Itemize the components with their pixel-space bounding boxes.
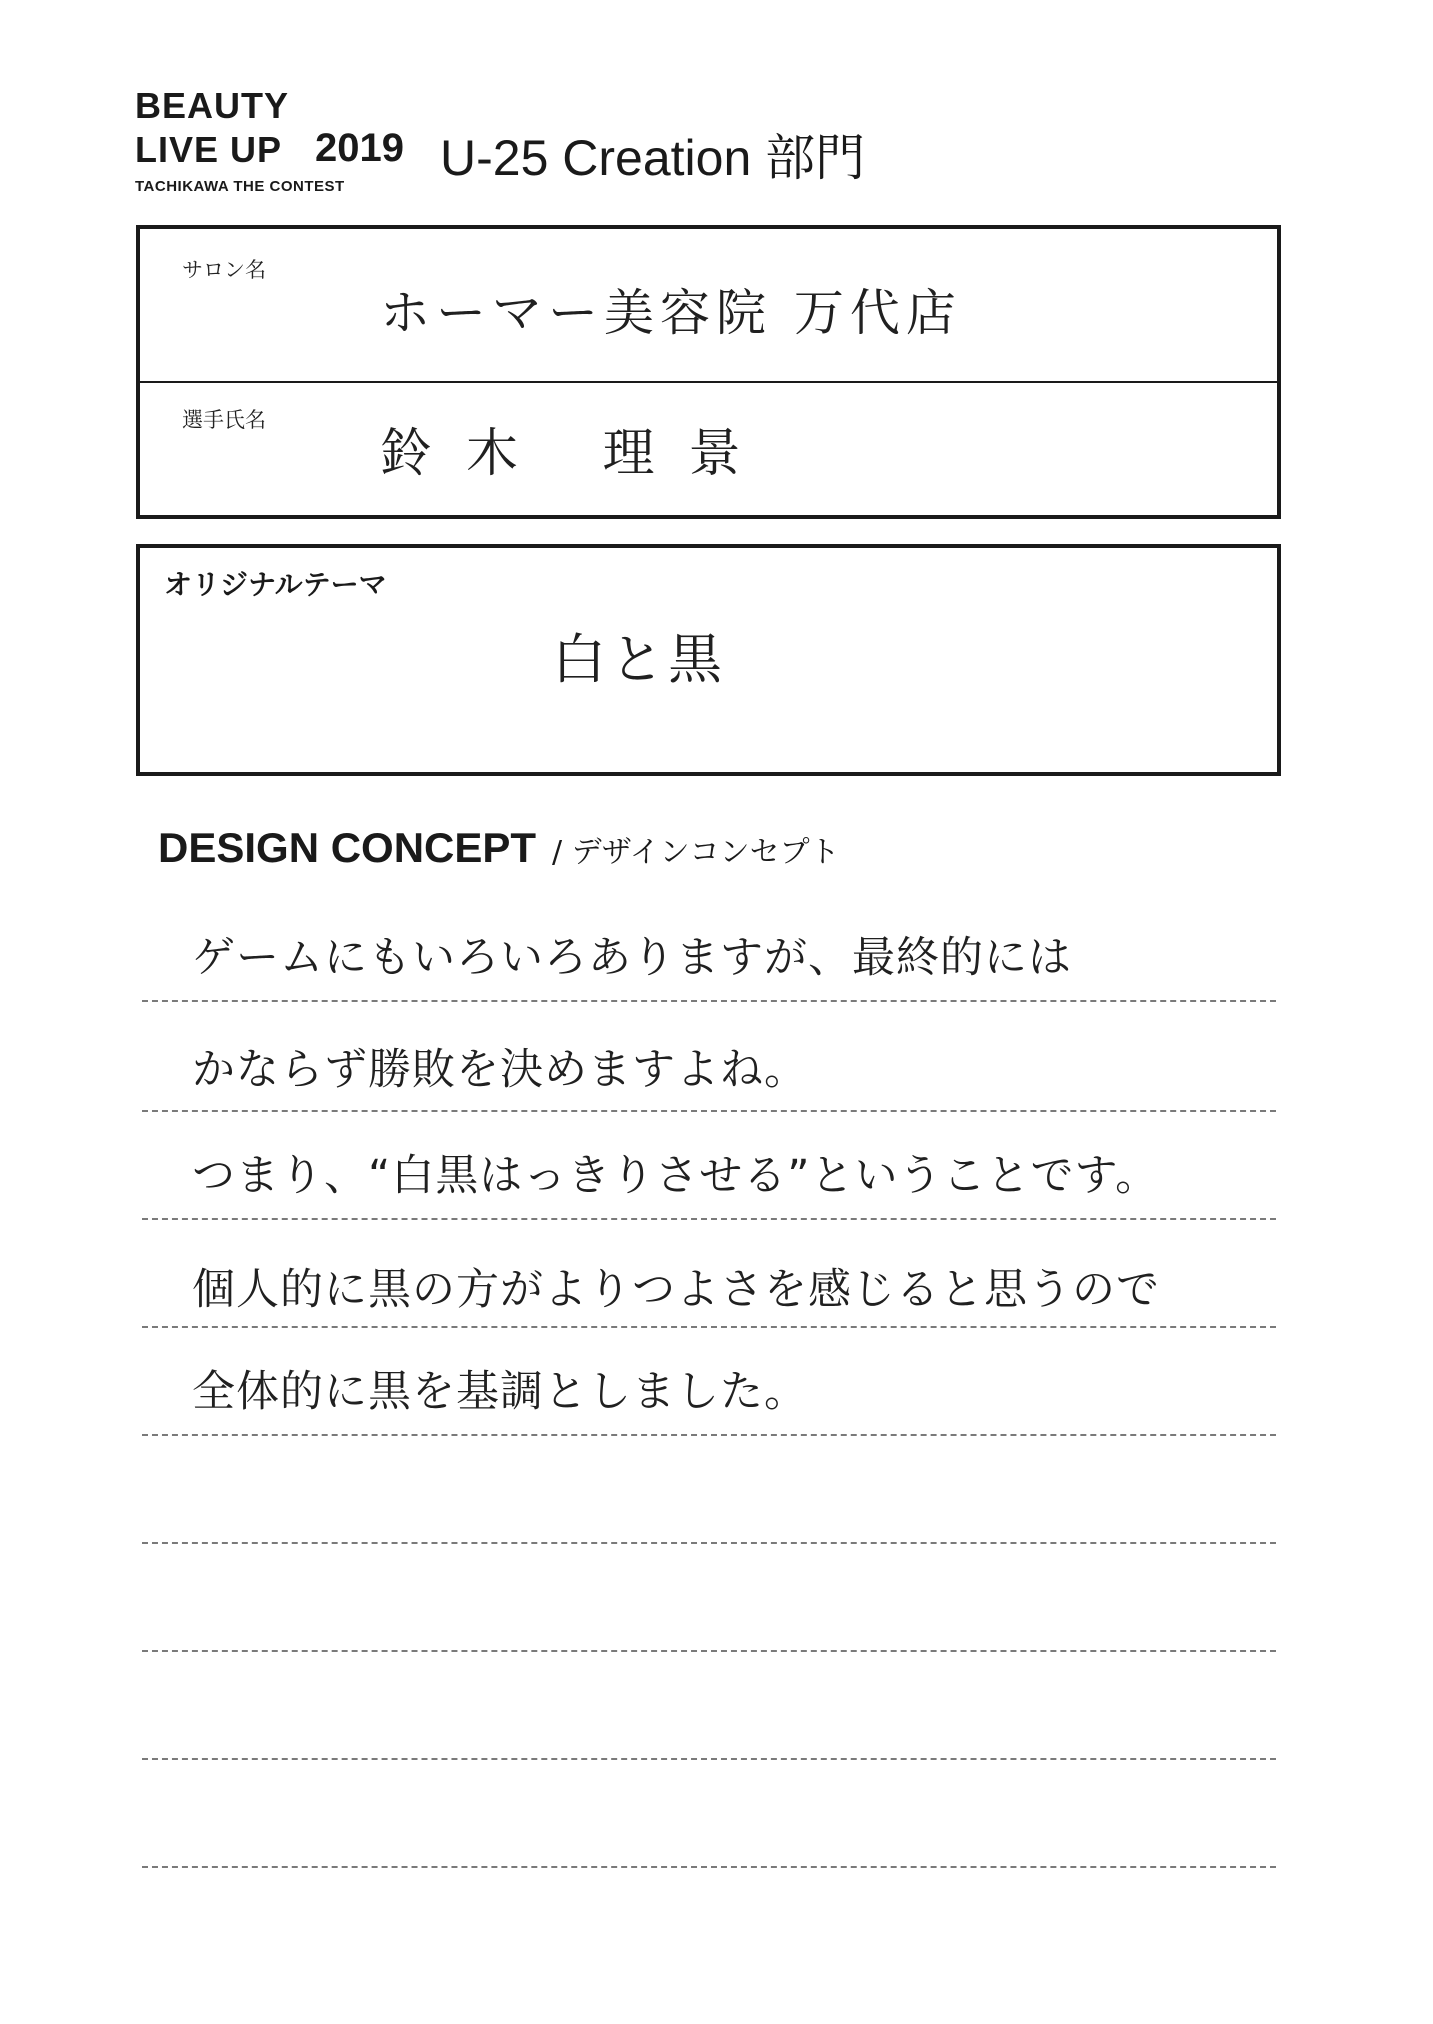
logo-liveup-text: LIVE UP xyxy=(135,129,283,170)
ruled-line xyxy=(142,1326,1276,1328)
ruled-line xyxy=(142,1000,1276,1002)
design-concept-heading-jp: / デザインコンセプト xyxy=(552,835,840,870)
logo-subtitle-text: TACHIKAWA THE CONTEST xyxy=(135,178,345,195)
original-theme-label: オリジナルテーマ xyxy=(164,568,387,601)
original-theme-value: 白と黒 xyxy=(552,628,726,691)
salon-name-label: サロン名 xyxy=(182,258,266,282)
ruled-line xyxy=(142,1434,1276,1436)
salon-name-value: ホーマー美容院 万代店 xyxy=(380,284,962,342)
ruled-line xyxy=(142,1650,1276,1652)
concept-line-5: 全体的に黒を基調としました。 xyxy=(192,1367,808,1417)
player-name-label: 選手氏名 xyxy=(182,408,266,432)
ruled-line xyxy=(142,1218,1276,1220)
ruled-line xyxy=(142,1110,1276,1112)
logo-beauty-text: BEAUTY xyxy=(135,85,290,126)
category-title: U-25 Creation 部門 xyxy=(440,130,866,186)
concept-lines xyxy=(142,0,1276,2024)
ruled-line xyxy=(142,1758,1276,1760)
concept-line-2: かならず勝敗を決めますよね。 xyxy=(192,1045,808,1095)
ruled-line xyxy=(142,1866,1276,1868)
concept-line-4: 個人的に黒の方がよりつよさを感じると思うので xyxy=(192,1265,1160,1315)
concept-line-1: ゲームにもいろいろありますが、最終的には xyxy=(192,933,1072,983)
design-concept-heading-en: DESIGN CONCEPT xyxy=(158,824,537,871)
concept-line-3: つまり、“白黒はっきりさせる”ということです。 xyxy=(192,1151,1160,1201)
logo-year-text: 2019 xyxy=(315,126,404,170)
ruled-line xyxy=(142,1542,1276,1544)
player-name-value: 鈴木 理景 xyxy=(380,424,775,484)
